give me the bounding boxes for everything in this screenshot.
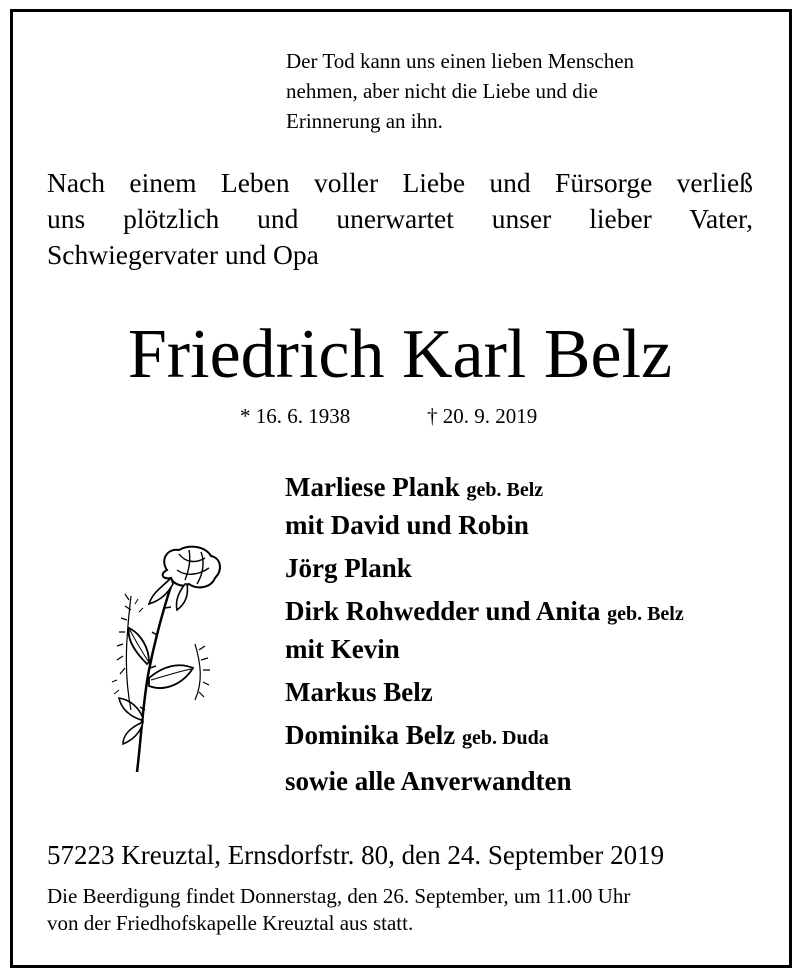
funeral-line: Die Beerdigung findet Donnerstag, den 26. September, um 11.00 Uhr: [47, 884, 631, 908]
funeral-line: von der Friedhofskapelle Kreuztal aus statt.: [47, 911, 414, 935]
deceased-name: Friedrich Karl Belz: [127, 316, 673, 393]
mourner-entry: [285, 470, 765, 543]
intro-text: [47, 165, 753, 273]
mourner-maiden-name: geb. Belz: [607, 603, 684, 625]
death-date: † 20. 9. 2019: [427, 404, 538, 428]
intro-line: uns plötzlich und unerwartet unser lieber Vater,: [47, 203, 753, 234]
quote-line: Erinnerung an ihn.: [286, 109, 443, 133]
mourner-name: Dirk Rohwedder und Anita: [285, 596, 601, 626]
mourner-entry: [285, 551, 765, 586]
funeral-notice: [47, 883, 762, 937]
mourners-list: [285, 470, 765, 807]
mourner-name: sowie alle Anverwandten: [285, 766, 572, 796]
intro-line: Schwiegervater und Opa: [47, 239, 319, 270]
mourner-name: Jörg Plank: [285, 553, 412, 583]
mourner-entry: [285, 718, 765, 756]
birth-date: * 16. 6. 1938: [240, 404, 351, 428]
intro-line: Nach einem Leben voller Liebe und Fürsorge verließ: [47, 167, 753, 198]
mourner-name: Markus Belz: [285, 677, 433, 707]
address-line: 57223 Kreuztal, Ernsdorfstr. 80, den 24. September 2019: [47, 840, 665, 870]
mourner-entry: [285, 675, 765, 710]
mourner-maiden-name: geb. Belz: [466, 479, 544, 501]
quote-line: nehmen, aber nicht die Liebe und die: [286, 79, 598, 103]
mourner-entry: [285, 764, 765, 799]
mourner-extra: mit David und Robin: [285, 510, 529, 540]
rose-illustration-icon: [105, 540, 230, 775]
mourner-name: Marliese Plank: [285, 472, 460, 502]
mourner-entry: [285, 594, 765, 667]
mourner-maiden-name: geb. Duda: [462, 727, 549, 749]
mourner-name: Dominika Belz: [285, 720, 456, 750]
memorial-quote: [286, 46, 746, 136]
mourner-extra: mit Kevin: [285, 634, 400, 664]
quote-line: Der Tod kann uns einen lieben Menschen: [286, 49, 635, 73]
